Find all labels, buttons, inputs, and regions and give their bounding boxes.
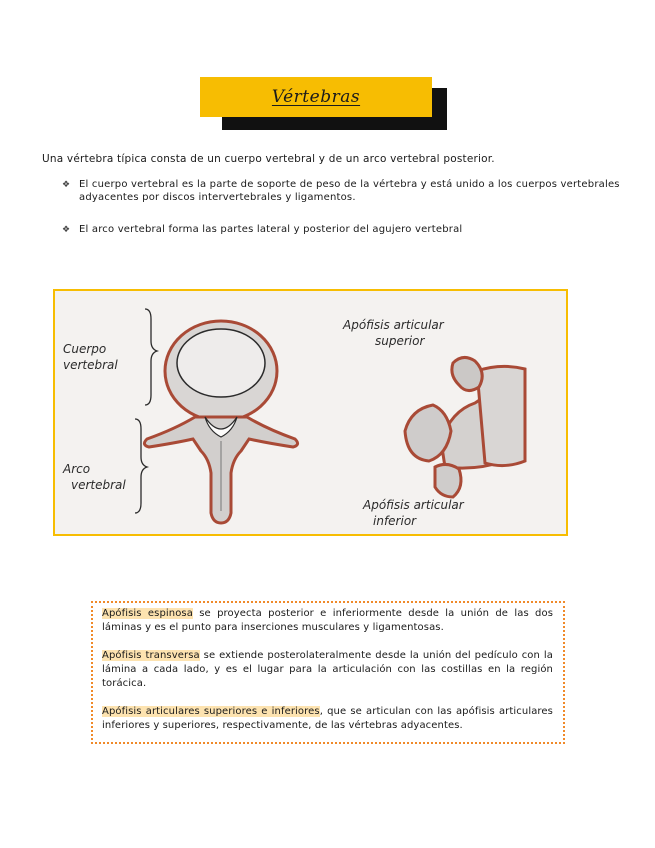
title-box — [200, 77, 432, 117]
cuerpo-bracket — [145, 309, 157, 405]
label-cuerpo-1: Cuerpo — [63, 342, 107, 356]
label-inferior-1: Apófisis articular — [363, 498, 464, 512]
bullet-list — [62, 178, 622, 236]
definition-articulares — [102, 705, 553, 733]
vertebra-illustration — [53, 289, 568, 536]
bullet-text: El cuerpo vertebral es la parte de soporte de peso de la vértebra y está unido a los cuerpos vertebrales adyacentes por discos intervertebrales y ligamentos. — [79, 179, 620, 203]
label-arco-2: vertebral — [71, 478, 126, 492]
bullet-item — [62, 223, 622, 236]
label-cuerpo-2: vertebral — [63, 358, 118, 372]
label-superior-1: Apófisis articular — [343, 318, 444, 332]
page-title: Vértebras — [271, 87, 361, 107]
definition-text: se proyecta posterior e inferiormente desde la unión de las dos láminas y es el punto para inserciones musculares y ligamentosas. — [102, 608, 554, 633]
label-superior-2: superior — [375, 334, 425, 348]
definition-text: se extiende posterolateralmente desde la unión del pedículo con la lámina a cada lado, y es el lugar para la articulación con las costillas en la región torácica. — [102, 650, 553, 689]
vertebra-top-view — [144, 321, 297, 523]
label-inferior-2: inferior — [373, 514, 417, 528]
vertebra-side-view — [405, 357, 525, 497]
definitions-box — [91, 601, 565, 744]
term-highlight: Apófisis articulares superiores e inferiores — [102, 706, 320, 717]
term-highlight: Apófisis transversa — [102, 650, 200, 661]
term-highlight: Apófisis espinosa — [102, 608, 193, 619]
vertebra-drawing — [55, 291, 566, 534]
definition-espinosa — [102, 607, 553, 635]
label-arco-1: Arco — [63, 462, 91, 476]
arco-bracket — [135, 419, 147, 513]
bullet-item — [62, 178, 622, 204]
diamond-bullet-icon: ❖ — [62, 180, 71, 190]
title-banner — [200, 77, 446, 130]
bullet-text: El arco vertebral forma las partes lateral y posterior del agujero vertebral — [79, 224, 463, 235]
definition-text: , que se articulan con las apófisis articulares inferiores y superiores, respectivamente, de las vértebras adyacentes. — [102, 706, 553, 731]
diamond-bullet-icon: ❖ — [62, 225, 71, 235]
intro-paragraph: Una vértebra típica consta de un cuerpo vertebral y de un arco vertebral posterior. — [42, 153, 495, 165]
definition-transversa — [102, 649, 553, 691]
